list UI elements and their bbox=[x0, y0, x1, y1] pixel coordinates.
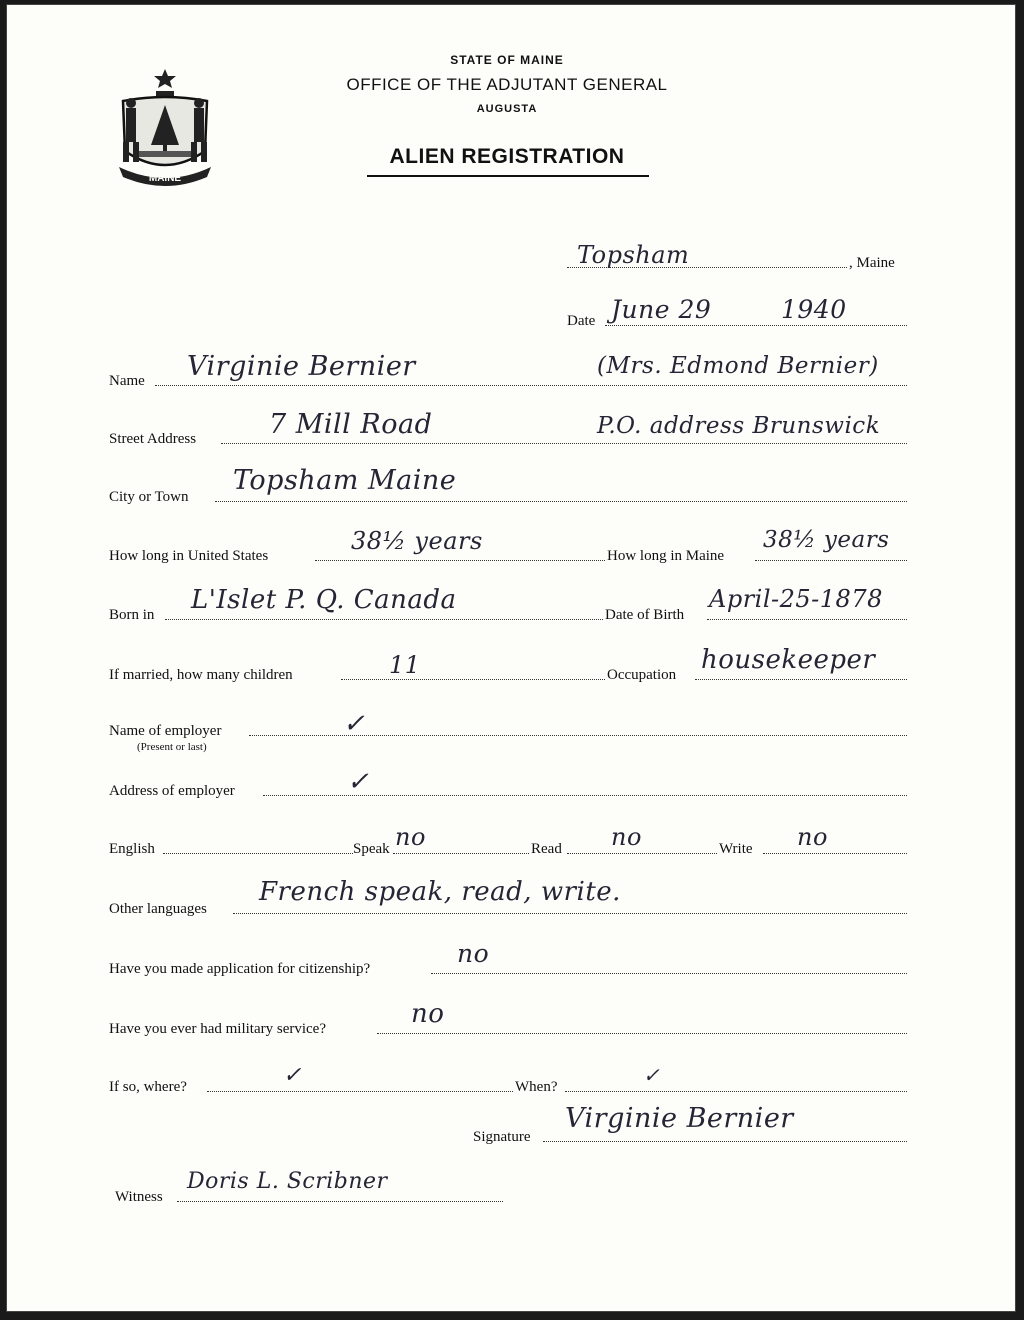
how-long-maine-entry: 38½ years bbox=[763, 527, 890, 553]
born-in-entry: L'Islet P. Q. Canada bbox=[191, 585, 457, 615]
citizenship-entry: no bbox=[457, 939, 490, 968]
read-label: Read bbox=[531, 841, 562, 857]
write-entry: no bbox=[797, 823, 828, 851]
how-long-maine-line bbox=[755, 560, 907, 561]
military-line bbox=[377, 1033, 907, 1034]
other-languages-line bbox=[233, 913, 907, 914]
city-heading: AUGUSTA bbox=[476, 103, 538, 115]
city-entry: Topsham Maine bbox=[233, 465, 457, 496]
employer-address-label: Address of employer bbox=[109, 783, 235, 799]
office-heading: OFFICE OF THE ADJUTANT GENERAL bbox=[346, 75, 668, 94]
born-in-line bbox=[165, 619, 603, 620]
write-label: Write bbox=[719, 841, 753, 857]
signature-label: Signature bbox=[473, 1129, 531, 1145]
children-line bbox=[341, 679, 605, 680]
other-languages-label: Other languages bbox=[109, 901, 207, 917]
children-label: If married, how many children bbox=[109, 667, 293, 683]
how-long-us-line bbox=[315, 560, 605, 561]
born-in-label: Born in bbox=[109, 607, 155, 623]
form-title: ALIEN REGISTRATION bbox=[389, 145, 625, 168]
employer-entry: ✓ bbox=[343, 709, 366, 739]
city-line bbox=[215, 501, 907, 502]
occupation-label: Occupation bbox=[607, 667, 677, 683]
name-label: Name bbox=[109, 373, 145, 389]
speak-entry: no bbox=[395, 823, 426, 851]
street-address-label: Street Address bbox=[109, 431, 197, 447]
street-entry: 7 Mill Road bbox=[269, 409, 433, 440]
employer-address-entry: ✓ bbox=[347, 767, 370, 797]
registration-form bbox=[6, 4, 1016, 1312]
witness-entry: Doris L. Scribner bbox=[187, 1169, 388, 1194]
where-label: If so, where? bbox=[109, 1079, 187, 1095]
where-line bbox=[207, 1091, 513, 1092]
other-languages-entry: French speak, read, write. bbox=[259, 877, 621, 907]
children-entry: 11 bbox=[389, 651, 421, 679]
witness-label: Witness bbox=[115, 1189, 163, 1205]
place-suffix-label: , Maine bbox=[849, 255, 895, 271]
employer-note: (Present or last) bbox=[137, 741, 207, 753]
speak-line bbox=[393, 853, 529, 854]
how-long-us-entry: 38½ years bbox=[351, 527, 483, 555]
how-long-maine-label: How long in Maine bbox=[607, 548, 725, 564]
name-note-entry: (Mrs. Edmond Bernier) bbox=[597, 353, 879, 379]
title-underline bbox=[367, 175, 649, 177]
witness-line bbox=[177, 1201, 503, 1202]
street-line bbox=[221, 443, 907, 444]
occupation-line bbox=[695, 679, 907, 680]
date-of-birth-line bbox=[707, 619, 907, 620]
when-entry: ✓ bbox=[643, 1063, 661, 1087]
employer-label: Name of employer bbox=[109, 723, 222, 739]
date-entry: June 29 bbox=[611, 295, 712, 324]
read-entry: no bbox=[611, 823, 642, 851]
signature-entry: Virginie Bernier bbox=[565, 1103, 794, 1134]
read-line bbox=[567, 853, 717, 854]
name-entry: Virginie Bernier bbox=[187, 351, 416, 382]
when-line bbox=[565, 1091, 907, 1092]
write-line bbox=[763, 853, 907, 854]
english-line bbox=[163, 853, 353, 854]
where-entry: ✓ bbox=[283, 1063, 302, 1088]
date-year-entry: 1940 bbox=[781, 295, 847, 324]
how-long-us-label: How long in United States bbox=[109, 548, 269, 564]
date-of-birth-label: Date of Birth bbox=[605, 607, 685, 623]
citizenship-line bbox=[431, 973, 907, 974]
date-label: Date bbox=[567, 313, 596, 329]
maine-state-seal bbox=[109, 67, 221, 191]
svg-text:MAINE: MAINE bbox=[148, 173, 182, 184]
military-entry: no bbox=[411, 999, 445, 1029]
po-address-entry: P.O. address Brunswick bbox=[597, 413, 881, 439]
place-entry: Topsham bbox=[577, 241, 690, 269]
citizenship-label: Have you made application for citizenship? bbox=[109, 961, 371, 977]
state-heading: STATE OF MAINE bbox=[450, 53, 564, 67]
when-label: When? bbox=[515, 1079, 558, 1095]
military-label: Have you ever had military service? bbox=[109, 1021, 326, 1037]
english-label: English bbox=[109, 841, 155, 857]
speak-label: Speak bbox=[353, 841, 390, 857]
date-line bbox=[605, 325, 907, 326]
occupation-entry: housekeeper bbox=[701, 645, 876, 675]
date-of-birth-entry: April-25-1878 bbox=[709, 585, 883, 613]
signature-line bbox=[543, 1141, 907, 1142]
name-line bbox=[155, 385, 907, 386]
city-label: City or Town bbox=[109, 489, 189, 505]
